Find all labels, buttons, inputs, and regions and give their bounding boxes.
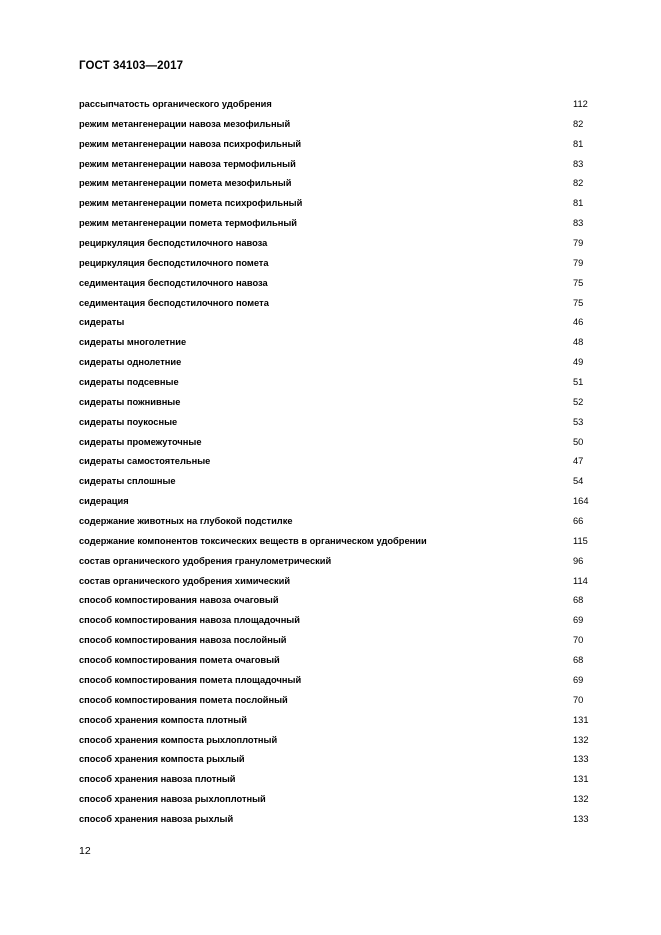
index-term: способ компостирования навоза послойный <box>79 635 287 646</box>
index-page-ref: 96 <box>573 555 584 566</box>
index-entry <box>79 515 591 535</box>
index-term: содержание животных на глубокой подстилке <box>79 516 293 527</box>
index-term: способ хранения навоза рыхлый <box>79 813 234 824</box>
index-page-ref: 49 <box>573 357 584 368</box>
index-entry <box>79 376 591 396</box>
index-term: режим метангенерации помета психрофильный <box>79 198 303 209</box>
index-term: рассыпчатость органического удобрения <box>79 99 272 109</box>
index-term: режим метангенерации помета мезофильный <box>79 178 292 189</box>
index-term: состав органического удобрения химический <box>79 575 291 586</box>
index-entry <box>79 118 591 138</box>
index-page-ref: 115 <box>573 535 588 546</box>
index-page-ref: 79 <box>573 257 584 268</box>
index-page-ref: 51 <box>573 377 584 388</box>
index-entry <box>79 793 591 813</box>
index-page-ref: 82 <box>573 178 584 189</box>
index-entry <box>79 634 591 654</box>
index-term: сидераты <box>79 317 125 328</box>
index-entry <box>79 277 591 297</box>
index-page-ref: 46 <box>573 317 584 328</box>
document-header: ГОСТ 34103—2017 <box>79 60 184 72</box>
index-term: сидераты самостоятельные <box>79 456 211 467</box>
index-page-ref: 83 <box>573 158 584 169</box>
index-entry <box>79 396 591 416</box>
index-page-ref: 114 <box>573 575 588 586</box>
index-term: режим метангенерации помета термофильный <box>79 218 298 229</box>
index-term: состав органического удобрения гранулометрический <box>79 555 332 566</box>
index-entry <box>79 436 591 456</box>
index-entry <box>79 813 591 833</box>
index-page-ref: 47 <box>573 456 584 467</box>
index-term: сидераты многолетние <box>79 337 187 348</box>
index-page-ref: 79 <box>573 238 584 249</box>
index-page-ref: 54 <box>573 476 584 487</box>
index-entry <box>79 495 591 515</box>
index-page-ref: 133 <box>573 754 589 765</box>
index-page-ref: 52 <box>573 396 584 407</box>
index-entry <box>79 336 591 356</box>
index-term: способ компостирования помета послойный <box>79 694 288 705</box>
index-term: способ компостирования помета площадочный <box>79 674 302 685</box>
index-term: режим метангенерации навоза мезофильный <box>79 118 291 129</box>
index-page-ref: 75 <box>573 277 584 288</box>
index-page-ref: 164 <box>573 496 589 507</box>
index-page-ref: 81 <box>573 138 584 149</box>
index-entry <box>79 614 591 634</box>
index-entry <box>79 575 591 595</box>
index-page-ref: 83 <box>573 218 584 229</box>
index-entry <box>79 694 591 714</box>
index-entry <box>79 217 591 237</box>
index-page-ref: 112 <box>573 99 588 109</box>
index-entry <box>79 237 591 257</box>
index-entry <box>79 674 591 694</box>
index-entry <box>79 535 591 555</box>
index-entry <box>79 257 591 277</box>
index-entry <box>79 734 591 754</box>
index-term: режим метангенерации навоза психрофильный <box>79 138 302 149</box>
index-entry <box>79 98 591 118</box>
index-page-ref: 68 <box>573 655 584 666</box>
page-number: 12 <box>79 845 91 857</box>
index-term: способ хранения компоста плотный <box>79 714 247 725</box>
index-page-ref: 70 <box>573 635 584 646</box>
index-entry <box>79 297 591 317</box>
index-page-ref: 53 <box>573 416 584 427</box>
index-entry <box>79 475 591 495</box>
index-term: режим метангенерации навоза термофильный <box>79 158 296 169</box>
index-term: сидераты пожнивные <box>79 396 181 407</box>
index-page-ref: 132 <box>573 734 589 745</box>
index-term: рециркуляция бесподстилочного помета <box>79 257 269 268</box>
index-term: сидераты подсевные <box>79 377 179 388</box>
alphabetical-index <box>79 98 591 833</box>
index-page-ref: 69 <box>573 615 584 626</box>
index-term: сидераты промежуточные <box>79 436 202 447</box>
index-term: способ хранения навоза плотный <box>79 774 236 785</box>
index-term: способ компостирования навоза очаговый <box>79 595 279 606</box>
index-page-ref: 75 <box>573 297 584 308</box>
index-entry <box>79 555 591 575</box>
index-term: способ хранения навоза рыхлоплотный <box>79 794 266 805</box>
index-term: сидераты однолетние <box>79 357 182 368</box>
index-page-ref: 66 <box>573 516 584 527</box>
index-term: сидерация <box>79 496 129 507</box>
index-page-ref: 131 <box>573 774 589 785</box>
index-entry <box>79 197 591 217</box>
index-term: сидераты сплошные <box>79 476 176 487</box>
index-page-ref: 82 <box>573 118 584 129</box>
index-term: седиментация бесподстилочного навоза <box>79 277 268 288</box>
index-page-ref: 69 <box>573 674 584 685</box>
index-entry <box>79 594 591 614</box>
index-page-ref: 48 <box>573 337 584 348</box>
index-term: способ хранения компоста рыхлый <box>79 754 245 765</box>
index-term: рециркуляция бесподстилочного навоза <box>79 238 268 249</box>
index-entry <box>79 773 591 793</box>
index-entry <box>79 356 591 376</box>
index-term: способ хранения компоста рыхлоплотный <box>79 734 278 745</box>
index-term: содержание компонентов токсических веществ в органическом удобрении <box>79 535 427 546</box>
index-page-ref: 132 <box>573 794 589 805</box>
index-page-ref: 50 <box>573 436 584 447</box>
index-entry <box>79 177 591 197</box>
index-page-ref: 133 <box>573 813 589 824</box>
index-entry <box>79 714 591 734</box>
index-term: способ компостирования навоза площадочный <box>79 615 300 626</box>
index-term: способ компостирования помета очаговый <box>79 655 280 666</box>
index-term: седиментация бесподстилочного помета <box>79 297 269 308</box>
index-entry <box>79 158 591 178</box>
index-page-ref: 81 <box>573 198 584 209</box>
index-page-ref: 68 <box>573 595 584 606</box>
index-entry <box>79 455 591 475</box>
index-page-ref: 70 <box>573 694 584 705</box>
index-entry <box>79 416 591 436</box>
index-entry <box>79 654 591 674</box>
index-entry <box>79 753 591 773</box>
index-entry <box>79 138 591 158</box>
index-page-ref: 131 <box>573 714 589 725</box>
index-entry <box>79 316 591 336</box>
index-term: сидераты поукосные <box>79 416 178 427</box>
